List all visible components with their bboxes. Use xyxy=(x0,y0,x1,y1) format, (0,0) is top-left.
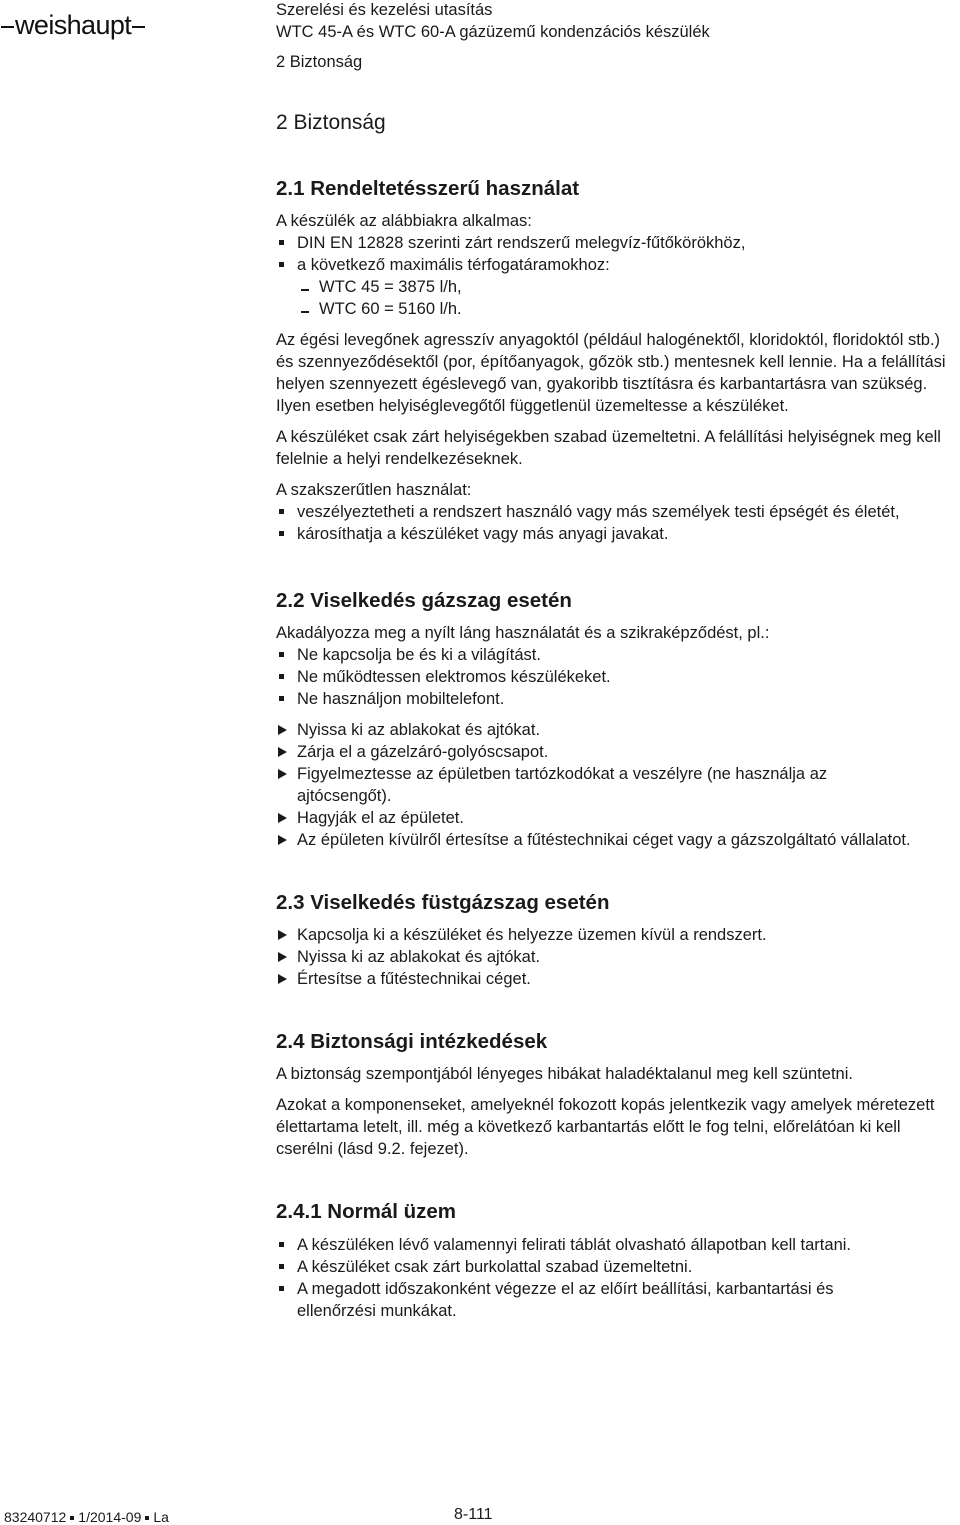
paragraph: A készüléket csak zárt helyiségekben szabad üzemeltetni. A felállítási helyiségnek meg kell felelnie a helyi rendelkezéseknek. xyxy=(276,428,941,468)
action-step: Hagyják el az épületet. xyxy=(276,807,960,829)
list-item: DIN EN 12828 szerinti zárt rendszerű melegvíz-fűtőkörökhöz, xyxy=(276,232,960,254)
chapter-title: 2 Biztonság xyxy=(276,111,386,134)
list-item: WTC 45 = 3875 l/h, xyxy=(276,276,960,298)
action-step: Értesítse a fűtéstechnikai céget. xyxy=(276,968,960,990)
doc-number: 83240712 xyxy=(4,1509,67,1525)
list-item: Ne kapcsolja be és ki a világítást. xyxy=(276,644,960,666)
paragraph: Azokat a komponenseket, amelyeknél fokozott kopás jelentkezik vagy amelyek méretezett élettartama letelt, ill. még a következő karbantartás előtt le fog telni, előrelátóan ki kell cserélni (lásd 9.2. fejezet). xyxy=(276,1096,935,1158)
separator-dot xyxy=(70,1516,74,1520)
list-item: WTC 60 = 5160 l/h. xyxy=(276,298,960,320)
breadcrumb: 2 Biztonság xyxy=(276,53,363,71)
list-item: A készüléken lévő valamennyi felirati táblát olvasható állapotban kell tartani. xyxy=(276,1234,960,1256)
action-step: Figyelmeztesse az épületben tartózkodókat a veszélyre (ne használja az ajtócsengőt). xyxy=(276,763,907,807)
document-code xyxy=(4,1509,169,1525)
section-2-4-1-heading: 2.4.1 Normál üzem xyxy=(276,1200,457,1223)
list-item: a következő maximális térfogatáramokhoz: xyxy=(276,254,960,276)
misuse-intro: A szakszerűtlen használat: xyxy=(276,481,472,499)
logo-dash-left xyxy=(1,26,14,28)
section-2-1-body xyxy=(276,210,960,545)
action-step: Zárja el a gázelzáró-golyóscsapot. xyxy=(276,741,960,763)
action-step: Nyissa ki az ablakokat és ajtókat. xyxy=(276,946,960,968)
list-item: károsíthatja a készüléket vagy más anyagi javakat. xyxy=(276,523,960,545)
paragraph: Az égési levegőnek agresszív anyagoktól (például halogénektől, kloridoktól, floridoktól stb.) és szennyeződésektől (por, építőanyagok, gőzök stb.) mentesnek kell lennie. Ha a felállítási helyen szennyezett égéslevegő van, gyakoribb tisztításra és karbantartásra van szükség. Ilyen esetben helyiséglevegőtől függetlenül üzemeltesse a készüléket. xyxy=(276,331,946,415)
section-2-3-body xyxy=(276,924,960,990)
doc-title: Szerelési és kezelési utasítás xyxy=(276,1,493,19)
logo-dash-right xyxy=(132,26,145,28)
action-step: Nyissa ki az ablakokat és ajtókat. xyxy=(276,719,960,741)
section-2-3-heading: 2.3 Viselkedés füstgázszag esetén xyxy=(276,891,610,914)
edition: 1/2014-09 xyxy=(78,1509,142,1525)
section-2-4-1-body xyxy=(276,1234,960,1322)
list-item: veszélyeztetheti a rendszert használó vagy más személyek testi épségét és életét, xyxy=(276,501,960,523)
section-2-4-body xyxy=(276,1063,960,1160)
weishaupt-logo xyxy=(0,10,146,41)
action-step: Kapcsolja ki a készüléket és helyezze üzemen kívül a rendszert. xyxy=(276,924,960,946)
section-2-4-heading: 2.4 Biztonsági intézkedések xyxy=(276,1030,548,1053)
list-item: A megadott időszakonként végezze el az előírt beállítási, karbantartási és ellenőrzési munkákat. xyxy=(276,1278,897,1322)
list-item: Ne működtessen elektromos készülékeket. xyxy=(276,666,960,688)
product-title: WTC 45-A és WTC 60-A gázüzemű kondenzációs készülék xyxy=(276,23,710,41)
separator-dot xyxy=(145,1516,149,1520)
intro-text: A készülék az alábbiakra alkalmas: xyxy=(276,212,532,230)
section-2-2-body xyxy=(276,622,960,851)
section-2-2-heading: 2.2 Viselkedés gázszag esetén xyxy=(276,589,572,612)
language-code: La xyxy=(153,1509,169,1525)
page-number: 8-111 xyxy=(454,1506,493,1523)
intro-text: Akadályozza meg a nyílt láng használatát és a szikraképződést, pl.: xyxy=(276,624,770,642)
list-item: A készüléket csak zárt burkolattal szabad üzemeltetni. xyxy=(276,1256,960,1278)
action-step: Az épületen kívülről értesítse a fűtéstechnikai céget vagy a gázszolgáltató vállalatot. xyxy=(276,829,960,851)
section-2-1-heading: 2.1 Rendeltetésszerű használat xyxy=(276,177,580,200)
logo-text: weishaupt xyxy=(15,10,132,40)
paragraph: A biztonság szempontjából lényeges hibákat haladéktalanul meg kell szüntetni. xyxy=(276,1065,853,1083)
list-item: Ne használjon mobiltelefont. xyxy=(276,688,960,710)
